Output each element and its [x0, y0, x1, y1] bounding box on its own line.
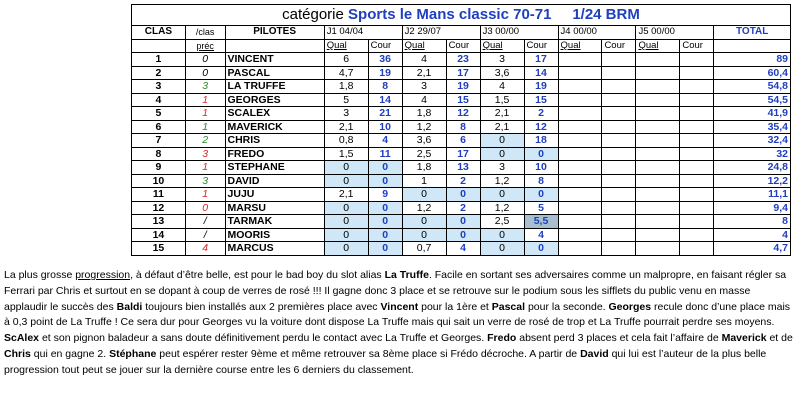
qualif-points-cell: 0: [402, 228, 446, 242]
pilot-name-cell: TARMAK: [225, 215, 324, 229]
rank-cell: 1: [132, 53, 186, 67]
table-row: [132, 134, 791, 148]
race-points-cell: 10: [524, 161, 558, 175]
race-points-cell: 6: [446, 134, 480, 148]
subheader-cour: Cour: [368, 39, 402, 53]
header-pilotes: PILOTES: [225, 26, 324, 40]
empty-round-cell: [636, 188, 680, 202]
empty-round-cell: [602, 147, 636, 161]
table-row: [132, 228, 791, 242]
qualif-points-cell: 3,6: [402, 134, 446, 148]
qualif-points-cell: 5: [324, 93, 368, 107]
qualif-points-cell: 0: [480, 147, 524, 161]
commentary-paragraph: La plus grosse progression, à défaut d’être belle, est pour le bad boy du slot alias La Truffe. Facile en sortant ses adversaires comme un malpropre, en faisant régler sa Ferrari par Chris et surtout en se dopant à coup de verres de rosé !!! Il gagne donc 3 place et se retrouve sur le podium sous les sifflets du public venu en masse applaudir le succès des Baldi toujours bien installés aux 2 premières place avec Vincent pour la 1ère et Pascal pour la seconde. Georges recule donc d’une place mais à 0,3 point de La Truffe ! Ce sera dur pour Georges vu la voiture dont dispose La Truffe mais qui sait un verre de rosé de trop et La Truffe pourrait perdre ses moyens. ScAlex et son pignon baladeur a sans doute définitivement perdu le contact avec La Truffe et Georges. Fredo absent perd 3 places et cela fait l’affaire de Maverick et de Chris qui en gagne 2. Stéphane peut espérer rester 9ème et même retrouver sa 8ème place si Frédo décroche. A partir de David qui lui est l’auteur de la plus belle progression tout peut se jouer sur la dernière course entre les 6 derniers du classement.: [4, 269, 793, 376]
empty-round-cell: [602, 80, 636, 94]
qualif-points-cell: 1,2: [480, 201, 524, 215]
qualif-points-cell: 0: [324, 228, 368, 242]
empty-round-cell: [680, 174, 714, 188]
header-j2: J2 29/07: [402, 26, 480, 40]
header-total: TOTAL: [714, 26, 791, 40]
qualif-points-cell: 2,1: [480, 120, 524, 134]
rank-cell: 14: [132, 228, 186, 242]
pilot-name-cell: MAVERICK: [225, 120, 324, 134]
qualif-points-cell: 0: [324, 215, 368, 229]
header-j4: J4 00/00: [558, 26, 636, 40]
race-points-cell: 0: [524, 147, 558, 161]
race-points-cell: 14: [524, 66, 558, 80]
empty-round-cell: [602, 134, 636, 148]
qualif-points-cell: 1,2: [402, 201, 446, 215]
subheader-cour: Cour: [680, 39, 714, 53]
race-points-cell: 10: [368, 120, 402, 134]
race-points-cell: 4: [446, 242, 480, 256]
empty-round-cell: [558, 134, 602, 148]
qualif-points-cell: 2,1: [324, 120, 368, 134]
table-row: [132, 53, 791, 67]
race-points-cell: 18: [524, 134, 558, 148]
race-points-cell: 2: [446, 174, 480, 188]
qualif-points-cell: 0: [402, 215, 446, 229]
qualif-points-cell: 3: [480, 161, 524, 175]
total-points-cell: 32: [714, 147, 791, 161]
race-points-cell: 21: [368, 107, 402, 121]
total-points-cell: 54,8: [714, 80, 791, 94]
pilot-name-cell: FREDO: [225, 147, 324, 161]
qualif-points-cell: 1,5: [480, 93, 524, 107]
pilot-name-cell: JUJU: [225, 188, 324, 202]
qualif-points-cell: 0,8: [324, 134, 368, 148]
qualif-points-cell: 1,5: [324, 147, 368, 161]
standings-panel: [131, 4, 791, 256]
empty-round-cell: [558, 242, 602, 256]
rank-cell: 6: [132, 120, 186, 134]
qualif-points-cell: 1,2: [402, 120, 446, 134]
race-points-cell: 0: [446, 228, 480, 242]
subheader-qual: Qual: [324, 39, 368, 53]
pilot-name-cell: VINCENT: [225, 53, 324, 67]
subheader-qual: Qual: [636, 39, 680, 53]
empty-round-cell: [602, 107, 636, 121]
race-points-cell: 4: [524, 228, 558, 242]
header-row: [132, 26, 791, 40]
race-points-cell: 0: [368, 242, 402, 256]
empty-round-cell: [602, 201, 636, 215]
total-points-cell: 9,4: [714, 201, 791, 215]
empty-round-cell: [558, 201, 602, 215]
subheader-cour: Cour: [602, 39, 636, 53]
race-points-cell: 0: [368, 215, 402, 229]
prev-rank-change-cell: 3: [185, 80, 225, 94]
empty-round-cell: [558, 228, 602, 242]
empty-round-cell: [680, 188, 714, 202]
race-points-cell: 14: [368, 93, 402, 107]
pilot-name-cell: MARSU: [225, 201, 324, 215]
empty-round-cell: [602, 174, 636, 188]
race-points-cell: 8: [368, 80, 402, 94]
qualif-points-cell: 0,7: [402, 242, 446, 256]
empty-round-cell: [636, 161, 680, 175]
prev-rank-change-cell: 1: [185, 188, 225, 202]
empty-round-cell: [602, 188, 636, 202]
race-points-cell: 0: [368, 228, 402, 242]
rank-cell: 2: [132, 66, 186, 80]
header-clas: CLAS: [132, 26, 186, 40]
total-points-cell: 41,9: [714, 107, 791, 121]
table-title: [131, 4, 791, 25]
race-points-cell: 13: [446, 161, 480, 175]
empty-round-cell: [602, 66, 636, 80]
pilot-name-cell: LA TRUFFE: [225, 80, 324, 94]
title-prefix: catégorie: [282, 6, 344, 23]
qualif-points-cell: 4: [402, 53, 446, 67]
subheader-qual: Qual: [558, 39, 602, 53]
table-row: [132, 215, 791, 229]
header-prec-line2: préc: [185, 39, 225, 53]
total-points-cell: 4,7: [714, 242, 791, 256]
empty-round-cell: [558, 93, 602, 107]
race-points-cell: 17: [446, 66, 480, 80]
prev-rank-change-cell: 4: [185, 242, 225, 256]
prev-rank-change-cell: 0: [185, 201, 225, 215]
prev-rank-change-cell: 3: [185, 174, 225, 188]
empty-round-cell: [636, 80, 680, 94]
qualif-points-cell: 0: [480, 228, 524, 242]
qualif-points-cell: 6: [324, 53, 368, 67]
qualif-points-cell: 0: [480, 188, 524, 202]
empty-round-cell: [636, 66, 680, 80]
empty-round-cell: [636, 174, 680, 188]
total-points-cell: 54,5: [714, 93, 791, 107]
subheader-qual: Qual: [402, 39, 446, 53]
empty-round-cell: [680, 215, 714, 229]
race-points-cell: 9: [368, 188, 402, 202]
empty-round-cell: [680, 66, 714, 80]
prev-rank-change-cell: 0: [185, 53, 225, 67]
race-points-cell: 2: [446, 201, 480, 215]
pilot-name-cell: DAVID: [225, 174, 324, 188]
prev-rank-change-cell: 1: [185, 93, 225, 107]
table-row: [132, 147, 791, 161]
pilot-name-cell: SCALEX: [225, 107, 324, 121]
subheader-row: [132, 39, 791, 53]
empty-round-cell: [558, 120, 602, 134]
empty-round-cell: [636, 228, 680, 242]
empty-round-cell: [680, 107, 714, 121]
rank-cell: 11: [132, 188, 186, 202]
qualif-points-cell: 4: [480, 80, 524, 94]
title-category-name: Sports le Mans classic 70-71: [348, 6, 552, 23]
empty-round-cell: [558, 80, 602, 94]
empty-round-cell: [680, 93, 714, 107]
total-points-cell: 32,4: [714, 134, 791, 148]
empty-round-cell: [680, 120, 714, 134]
empty-round-cell: [558, 161, 602, 175]
race-points-cell: 0: [368, 161, 402, 175]
qualif-points-cell: 0: [324, 201, 368, 215]
total-points-cell: 89: [714, 53, 791, 67]
table-row: [132, 201, 791, 215]
empty-round-cell: [636, 215, 680, 229]
empty-round-cell: [680, 53, 714, 67]
rank-cell: 7: [132, 134, 186, 148]
pilot-name-cell: CHRIS: [225, 134, 324, 148]
prev-rank-change-cell: 1: [185, 107, 225, 121]
header-prec: /clas: [185, 26, 225, 40]
subheader-cour: Cour: [524, 39, 558, 53]
pilot-name-cell: PASCAL: [225, 66, 324, 80]
race-points-cell: 8: [524, 174, 558, 188]
rank-cell: 12: [132, 201, 186, 215]
empty-round-cell: [558, 147, 602, 161]
qualif-points-cell: 3: [480, 53, 524, 67]
qualif-points-cell: 4: [402, 93, 446, 107]
total-points-cell: 60,4: [714, 66, 791, 80]
qualif-points-cell: 4,7: [324, 66, 368, 80]
empty-round-cell: [602, 93, 636, 107]
rank-cell: 8: [132, 147, 186, 161]
rank-cell: 3: [132, 80, 186, 94]
empty-round-cell: [680, 161, 714, 175]
qualif-points-cell: 3: [324, 107, 368, 121]
race-points-cell: 8: [446, 120, 480, 134]
empty-round-cell: [636, 147, 680, 161]
table-row: [132, 93, 791, 107]
pilot-name-cell: MARCUS: [225, 242, 324, 256]
race-points-cell: 5: [524, 201, 558, 215]
race-points-cell: 4: [368, 134, 402, 148]
race-points-cell: 19: [368, 66, 402, 80]
empty-round-cell: [558, 188, 602, 202]
table-row: [132, 120, 791, 134]
prev-rank-change-cell: /: [185, 228, 225, 242]
table-row: [132, 107, 791, 121]
total-points-cell: 12,2: [714, 174, 791, 188]
prev-rank-change-cell: 3: [185, 147, 225, 161]
qualif-points-cell: 1,8: [402, 107, 446, 121]
empty-round-cell: [602, 161, 636, 175]
race-points-cell: 0: [524, 188, 558, 202]
qualif-points-cell: 1,2: [480, 174, 524, 188]
table-row: [132, 66, 791, 80]
qualif-points-cell: 1,8: [324, 80, 368, 94]
qualif-points-cell: 0: [480, 242, 524, 256]
race-points-cell: 0: [368, 201, 402, 215]
pilot-name-cell: MOORIS: [225, 228, 324, 242]
table-row: [132, 161, 791, 175]
table-row: [132, 80, 791, 94]
empty-round-cell: [636, 242, 680, 256]
total-points-cell: 24,8: [714, 161, 791, 175]
header-j3: J3 00/00: [480, 26, 558, 40]
subheader-cour: Cour: [446, 39, 480, 53]
race-points-cell: 15: [524, 93, 558, 107]
qualif-points-cell: 3: [402, 80, 446, 94]
race-points-cell: 12: [524, 120, 558, 134]
empty-round-cell: [680, 228, 714, 242]
empty-round-cell: [602, 215, 636, 229]
qualif-points-cell: 2,5: [402, 147, 446, 161]
race-points-cell: 0: [368, 174, 402, 188]
header-j1: J1 04/04: [324, 26, 402, 40]
header-j5: J5 00/00: [636, 26, 714, 40]
empty-round-cell: [680, 134, 714, 148]
rank-cell: 5: [132, 107, 186, 121]
prev-rank-change-cell: 2: [185, 134, 225, 148]
race-points-cell: 12: [446, 107, 480, 121]
prev-rank-change-cell: 1: [185, 120, 225, 134]
race-points-cell: 23: [446, 53, 480, 67]
table-row: [132, 242, 791, 256]
empty-round-cell: [636, 134, 680, 148]
race-points-cell: 5,5: [524, 215, 558, 229]
race-points-cell: 19: [446, 80, 480, 94]
pilot-name-cell: GEORGES: [225, 93, 324, 107]
empty-round-cell: [602, 242, 636, 256]
rank-cell: 15: [132, 242, 186, 256]
total-points-cell: 11,1: [714, 188, 791, 202]
total-points-cell: 8: [714, 215, 791, 229]
qualif-points-cell: 3,6: [480, 66, 524, 80]
standings-table: [131, 25, 791, 256]
empty-round-cell: [680, 201, 714, 215]
qualif-points-cell: 2,1: [480, 107, 524, 121]
qualif-points-cell: 2,1: [324, 188, 368, 202]
prev-rank-change-cell: 1: [185, 161, 225, 175]
empty-round-cell: [636, 201, 680, 215]
race-points-cell: 11: [368, 147, 402, 161]
qualif-points-cell: 0: [324, 161, 368, 175]
table-row: [132, 174, 791, 188]
empty-round-cell: [680, 147, 714, 161]
race-points-cell: 0: [446, 215, 480, 229]
empty-round-cell: [680, 80, 714, 94]
empty-round-cell: [602, 120, 636, 134]
empty-round-cell: [636, 53, 680, 67]
pilot-name-cell: STEPHANE: [225, 161, 324, 175]
empty-round-cell: [636, 93, 680, 107]
empty-round-cell: [558, 107, 602, 121]
subheader-qual: Qual: [480, 39, 524, 53]
race-points-cell: 0: [446, 188, 480, 202]
qualif-points-cell: 0: [324, 174, 368, 188]
race-points-cell: 17: [524, 53, 558, 67]
empty-round-cell: [558, 174, 602, 188]
total-points-cell: 4: [714, 228, 791, 242]
qualif-points-cell: 2,1: [402, 66, 446, 80]
race-points-cell: 36: [368, 53, 402, 67]
empty-round-cell: [558, 66, 602, 80]
race-points-cell: 19: [524, 80, 558, 94]
empty-round-cell: [602, 228, 636, 242]
empty-round-cell: [602, 53, 636, 67]
qualif-points-cell: 0: [402, 188, 446, 202]
race-points-cell: 15: [446, 93, 480, 107]
empty-round-cell: [680, 242, 714, 256]
empty-round-cell: [558, 215, 602, 229]
empty-round-cell: [636, 120, 680, 134]
empty-round-cell: [558, 53, 602, 67]
rank-cell: 10: [132, 174, 186, 188]
prev-rank-change-cell: 0: [185, 66, 225, 80]
qualif-points-cell: 1: [402, 174, 446, 188]
table-row: [132, 188, 791, 202]
rank-cell: 4: [132, 93, 186, 107]
prev-rank-change-cell: /: [185, 215, 225, 229]
rank-cell: 13: [132, 215, 186, 229]
qualif-points-cell: 1,8: [402, 161, 446, 175]
title-scale: 1/24 BRM: [572, 6, 640, 23]
race-points-cell: 17: [446, 147, 480, 161]
empty-round-cell: [636, 107, 680, 121]
race-points-cell: 0: [524, 242, 558, 256]
rank-cell: 9: [132, 161, 186, 175]
qualif-points-cell: 0: [324, 242, 368, 256]
qualif-points-cell: 2,5: [480, 215, 524, 229]
total-points-cell: 35,4: [714, 120, 791, 134]
race-points-cell: 2: [524, 107, 558, 121]
qualif-points-cell: 0: [480, 134, 524, 148]
